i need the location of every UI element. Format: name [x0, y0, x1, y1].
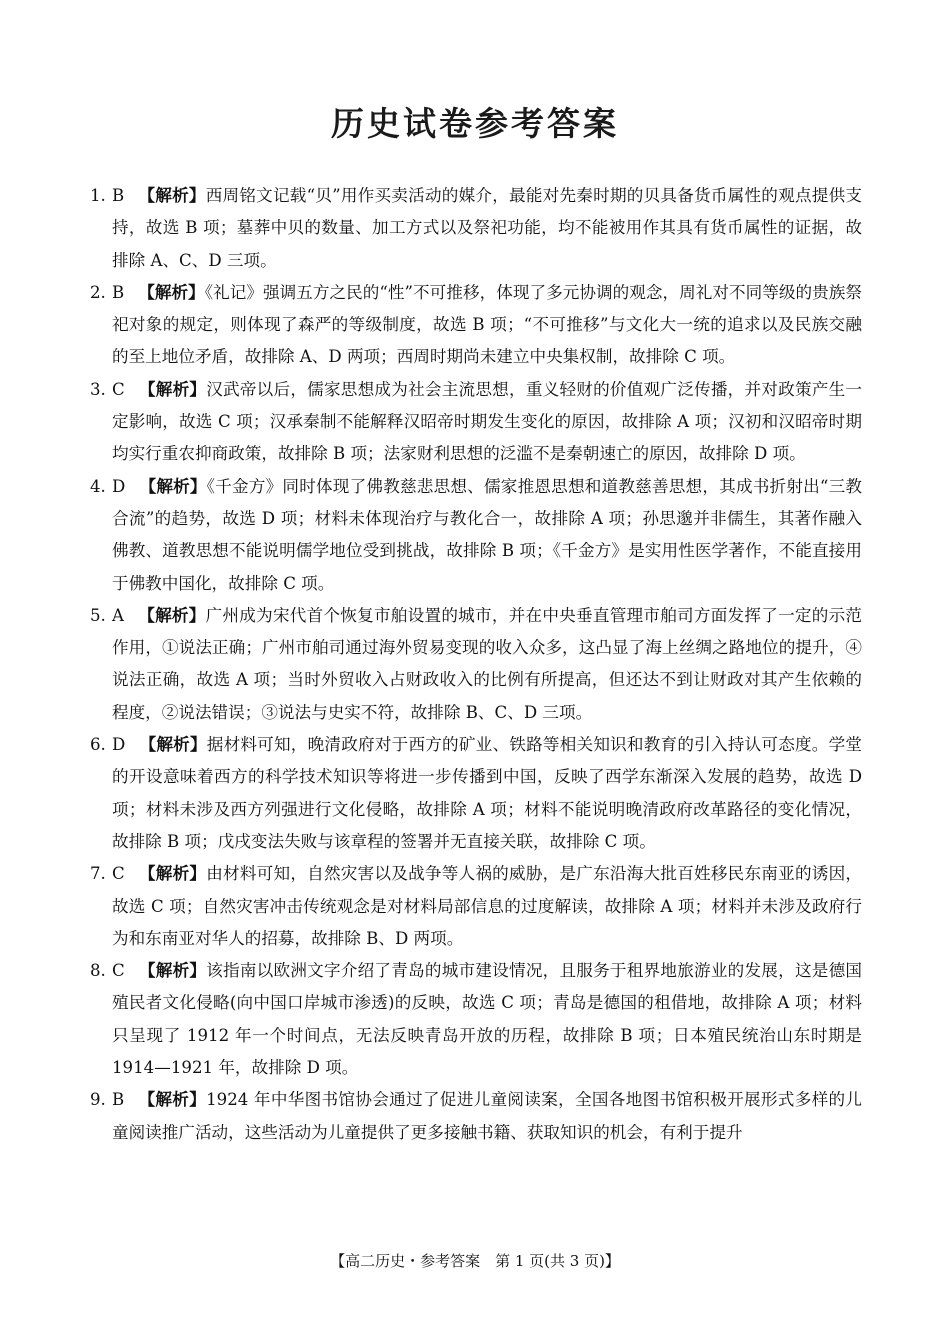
answer-item-2 — [90, 277, 862, 374]
answer-item-8 — [90, 955, 862, 1084]
analysis-tag: 【解析】 — [139, 735, 207, 755]
question-number: 8. — [90, 961, 106, 981]
answer-list — [90, 180, 862, 1149]
answer-letter: B — [112, 282, 125, 302]
analysis-tag: 【解析】 — [139, 476, 207, 496]
answer-item-3 — [90, 374, 862, 471]
question-number: 2. — [90, 282, 106, 302]
analysis-text: 由材料可知，自然灾害以及战争等人祸的威胁，是广东沿海大批百姓移民东南亚的诱因，故选 C 项；自然灾害冲击传统观念是对材料局部信息的过度解读，故排除 A 项；材料并未涉及政府行为和东南亚对华人的招募，故排除 B、D 两项。 — [112, 864, 863, 948]
analysis-text: 广州成为宋代首个恢复市舶设置的城市，并在中央垂直管理市舶司方面发挥了一定的示范作用，①说法正确；广州市舶司通过海外贸易变现的收入众多，这凸显了海上丝绸之路地位的提升，④说法正确，故选 A 项；当时外贸收入占财政收入的比例有所提高，但还达不到让财政对其产生依赖的程度，②说法错误；③说法与史实不符，故排除 B、C、D 三项。 — [112, 605, 863, 722]
answer-letter: B — [112, 186, 125, 205]
analysis-text: 西周铭文记载“贝”用作买卖活动的媒介，最能对先秦时期的贝具备货币属性的观点提供支持，故选 B 项；墓葬中贝的数量、加工方式以及祭祀功能，均不能被用作其具有货币属性的证据，故排除 A、C、D 三项。 — [112, 186, 862, 270]
answer-letter: C — [112, 379, 125, 399]
answer-letter: D — [112, 735, 126, 755]
analysis-tag: 【解析】 — [138, 186, 206, 205]
question-number: 1. — [90, 186, 106, 205]
answer-item-6 — [90, 729, 862, 858]
answer-item-5 — [90, 600, 862, 729]
analysis-tag: 【解析】 — [138, 864, 207, 884]
analysis-tag: 【解析】 — [138, 379, 207, 399]
answer-letter: C — [112, 961, 125, 981]
question-number: 9. — [90, 1090, 106, 1110]
question-number: 7. — [90, 864, 106, 884]
question-number: 3. — [90, 379, 106, 399]
analysis-text: 《千金方》同时体现了佛教慈悲思想、儒家推恩思想和道教慈善思想，其成书折射出“三教合流”的趋势，故选 D 项；材料未体现治疗与教化合一，故排除 A 项；孙思邈并非儒生，其著作融入佛教、道教思想不能说明儒学地位受到挑战，故排除 B 项；《千金方》是实用性医学著作，不能直接用于佛教中国化，故排除 C 项。 — [112, 476, 863, 593]
analysis-tag: 【解析】 — [138, 961, 207, 981]
analysis-tag: 【解析】 — [138, 282, 205, 302]
answer-item-7 — [90, 858, 862, 955]
page-title: 历史试卷参考答案 — [331, 104, 619, 143]
question-number: 6. — [90, 735, 106, 755]
answer-letter: B — [112, 1090, 125, 1110]
page-footer: 【高二历史・参考答案 第 1 页(共 3 页)】 — [330, 1252, 620, 1270]
analysis-text: 《礼记》强调五方之民的“性”不可推移，体现了多元协调的观念，周礼对不同等级的贵族祭祀对象的规定，则体现了森严的等级制度，故选 B 项；“不可推移”与文化大一统的追求以及民族交融的至上地位矛盾，故排除 A、D 两项；西周时期尚未建立中央集权制，故排除 C 项。 — [112, 282, 863, 367]
answer-item-1 — [90, 180, 862, 277]
analysis-tag: 【解析】 — [138, 1090, 207, 1110]
answer-letter: C — [112, 864, 125, 884]
question-number: 4. — [90, 476, 106, 496]
answer-letter: D — [112, 476, 126, 496]
answer-item-4 — [90, 471, 862, 600]
analysis-tag: 【解析】 — [137, 605, 206, 625]
analysis-text: 该指南以欧洲文字介绍了青岛的城市建设情况，且服务于租界地旅游业的发展，这是德国殖民者文化侵略(向中国口岸城市渗透)的反映，故选 C 项；青岛是德国的租借地，故排除 A 项；材料只呈现了 1912 年一个时间点，无法反映青岛开放的历程，故排除 B 项；日本殖民统治山东时期是 1914—1921 年，故排除 D 项。 — [112, 961, 863, 1078]
question-number: 5. — [90, 605, 106, 625]
analysis-text: 汉武帝以后，儒家思想成为社会主流思想，重义轻财的价值观广泛传播，并对政策产生一定影响，故选 C 项；汉承秦制不能解释汉昭帝时期发生变化的原因，故排除 A 项；汉初和汉昭帝时期均实行重农抑商政策，故排除 B 项；法家财利思想的泛滥不是秦朝速亡的原因，故排除 D 项。 — [112, 379, 863, 464]
answer-letter: A — [112, 605, 124, 625]
analysis-text: 1924 年中华图书馆协会通过了促进儿童阅读案，全国各地图书馆积极开展形式多样的儿童阅读推广活动，这些活动为儿童提供了更多接触书籍、获取知识的机会，有利于提升 — [112, 1090, 862, 1142]
analysis-text: 据材料可知，晚清政府对于西方的矿业、铁路等相关知识和教育的引入持认可态度。学堂的开设意味着西方的科学技术知识等将进一步传播到中国，反映了西学东渐深入发展的趋势，故选 D 项；材料未涉及西方列强进行文化侵略，故排除 A 项；材料不能说明晚清政府改革路径的变化情况，故排除 B 项；戊戌变法失败与该章程的签署并无直接关联，故排除 C 项。 — [112, 735, 863, 851]
answer-item-9 — [90, 1084, 862, 1149]
